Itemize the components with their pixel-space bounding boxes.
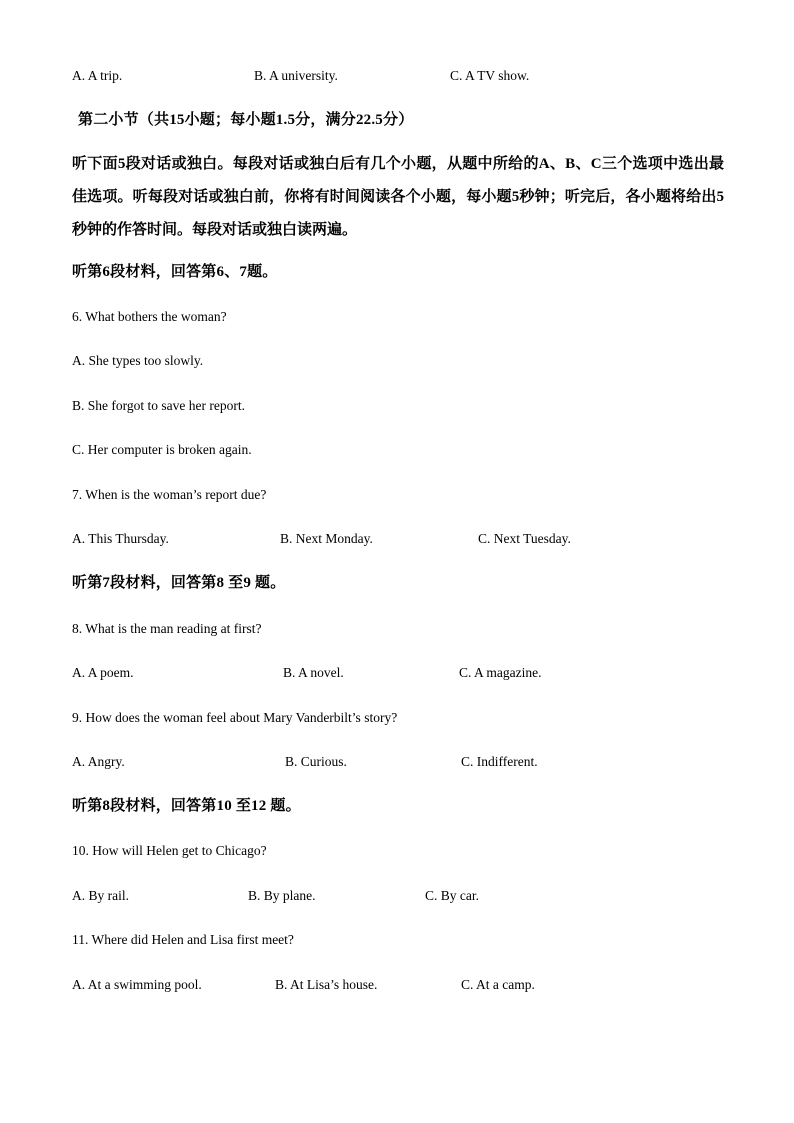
- q9-option-a: A. Angry.: [72, 754, 125, 769]
- q6-option-b: B. She forgot to save her report.: [72, 398, 245, 413]
- material-8-heading: 听第8段材料，回答第10 至12 题。: [72, 798, 301, 814]
- q10-option-a: A. By rail.: [72, 888, 129, 903]
- q10-option-b: B. By plane.: [248, 888, 316, 903]
- q8-question: 8. What is the man reading at first?: [72, 621, 262, 636]
- q8-option-a: A. A poem.: [72, 665, 134, 680]
- material-7-heading: 听第7段材料，回答第8 至9 题。: [72, 575, 286, 591]
- q9-option-c: C. Indifferent.: [461, 754, 538, 769]
- q7-option-a: A. This Thursday.: [72, 531, 169, 546]
- material-6-heading: 听第6段材料，回答第6、7题。: [72, 264, 278, 280]
- q7-question: 7. When is the woman’s report due?: [72, 487, 267, 502]
- q9-question: 9. How does the woman feel about Mary Vanderbilt’s story?: [72, 710, 398, 725]
- q5-option-c: C. A TV show.: [450, 68, 530, 83]
- q5-option-a: A. A trip.: [72, 68, 123, 83]
- q7-option-b: B. Next Monday.: [280, 531, 373, 546]
- q10-question: 10. How will Helen get to Chicago?: [72, 843, 267, 858]
- q7-option-c: C. Next Tuesday.: [478, 531, 571, 546]
- q10-option-c: C. By car.: [425, 888, 479, 903]
- q11-option-c: C. At a camp.: [461, 977, 535, 992]
- q11-option-b: B. At Lisa’s house.: [275, 977, 378, 992]
- q6-option-c: C. Her computer is broken again.: [72, 442, 252, 457]
- q6-option-a: A. She types too slowly.: [72, 353, 204, 368]
- instructions-paragraph: 听下面5段对话或独白。每段对话或独白后有几个小题，从题中所给的A、B、C三个选项中选出最佳选项。听每段对话或独白前，你将有时间阅读各个小题，每小题5秒钟；听完后，各小题将给出5秒钟的作答时间。每段对话或独白读两遍。: [72, 156, 724, 238]
- q5-option-b: B. A university.: [254, 68, 338, 83]
- q11-question: 11. Where did Helen and Lisa first meet?: [72, 932, 294, 947]
- q6-question: 6. What bothers the woman?: [72, 309, 227, 324]
- q8-option-c: C. A magazine.: [459, 665, 542, 680]
- section-title: 第二小节（共15小题；每小题1.5分，满分22.5分）: [78, 112, 414, 128]
- q8-option-b: B. A novel.: [283, 665, 344, 680]
- q9-option-b: B. Curious.: [285, 754, 347, 769]
- q11-option-a: A. At a swimming pool.: [72, 977, 202, 992]
